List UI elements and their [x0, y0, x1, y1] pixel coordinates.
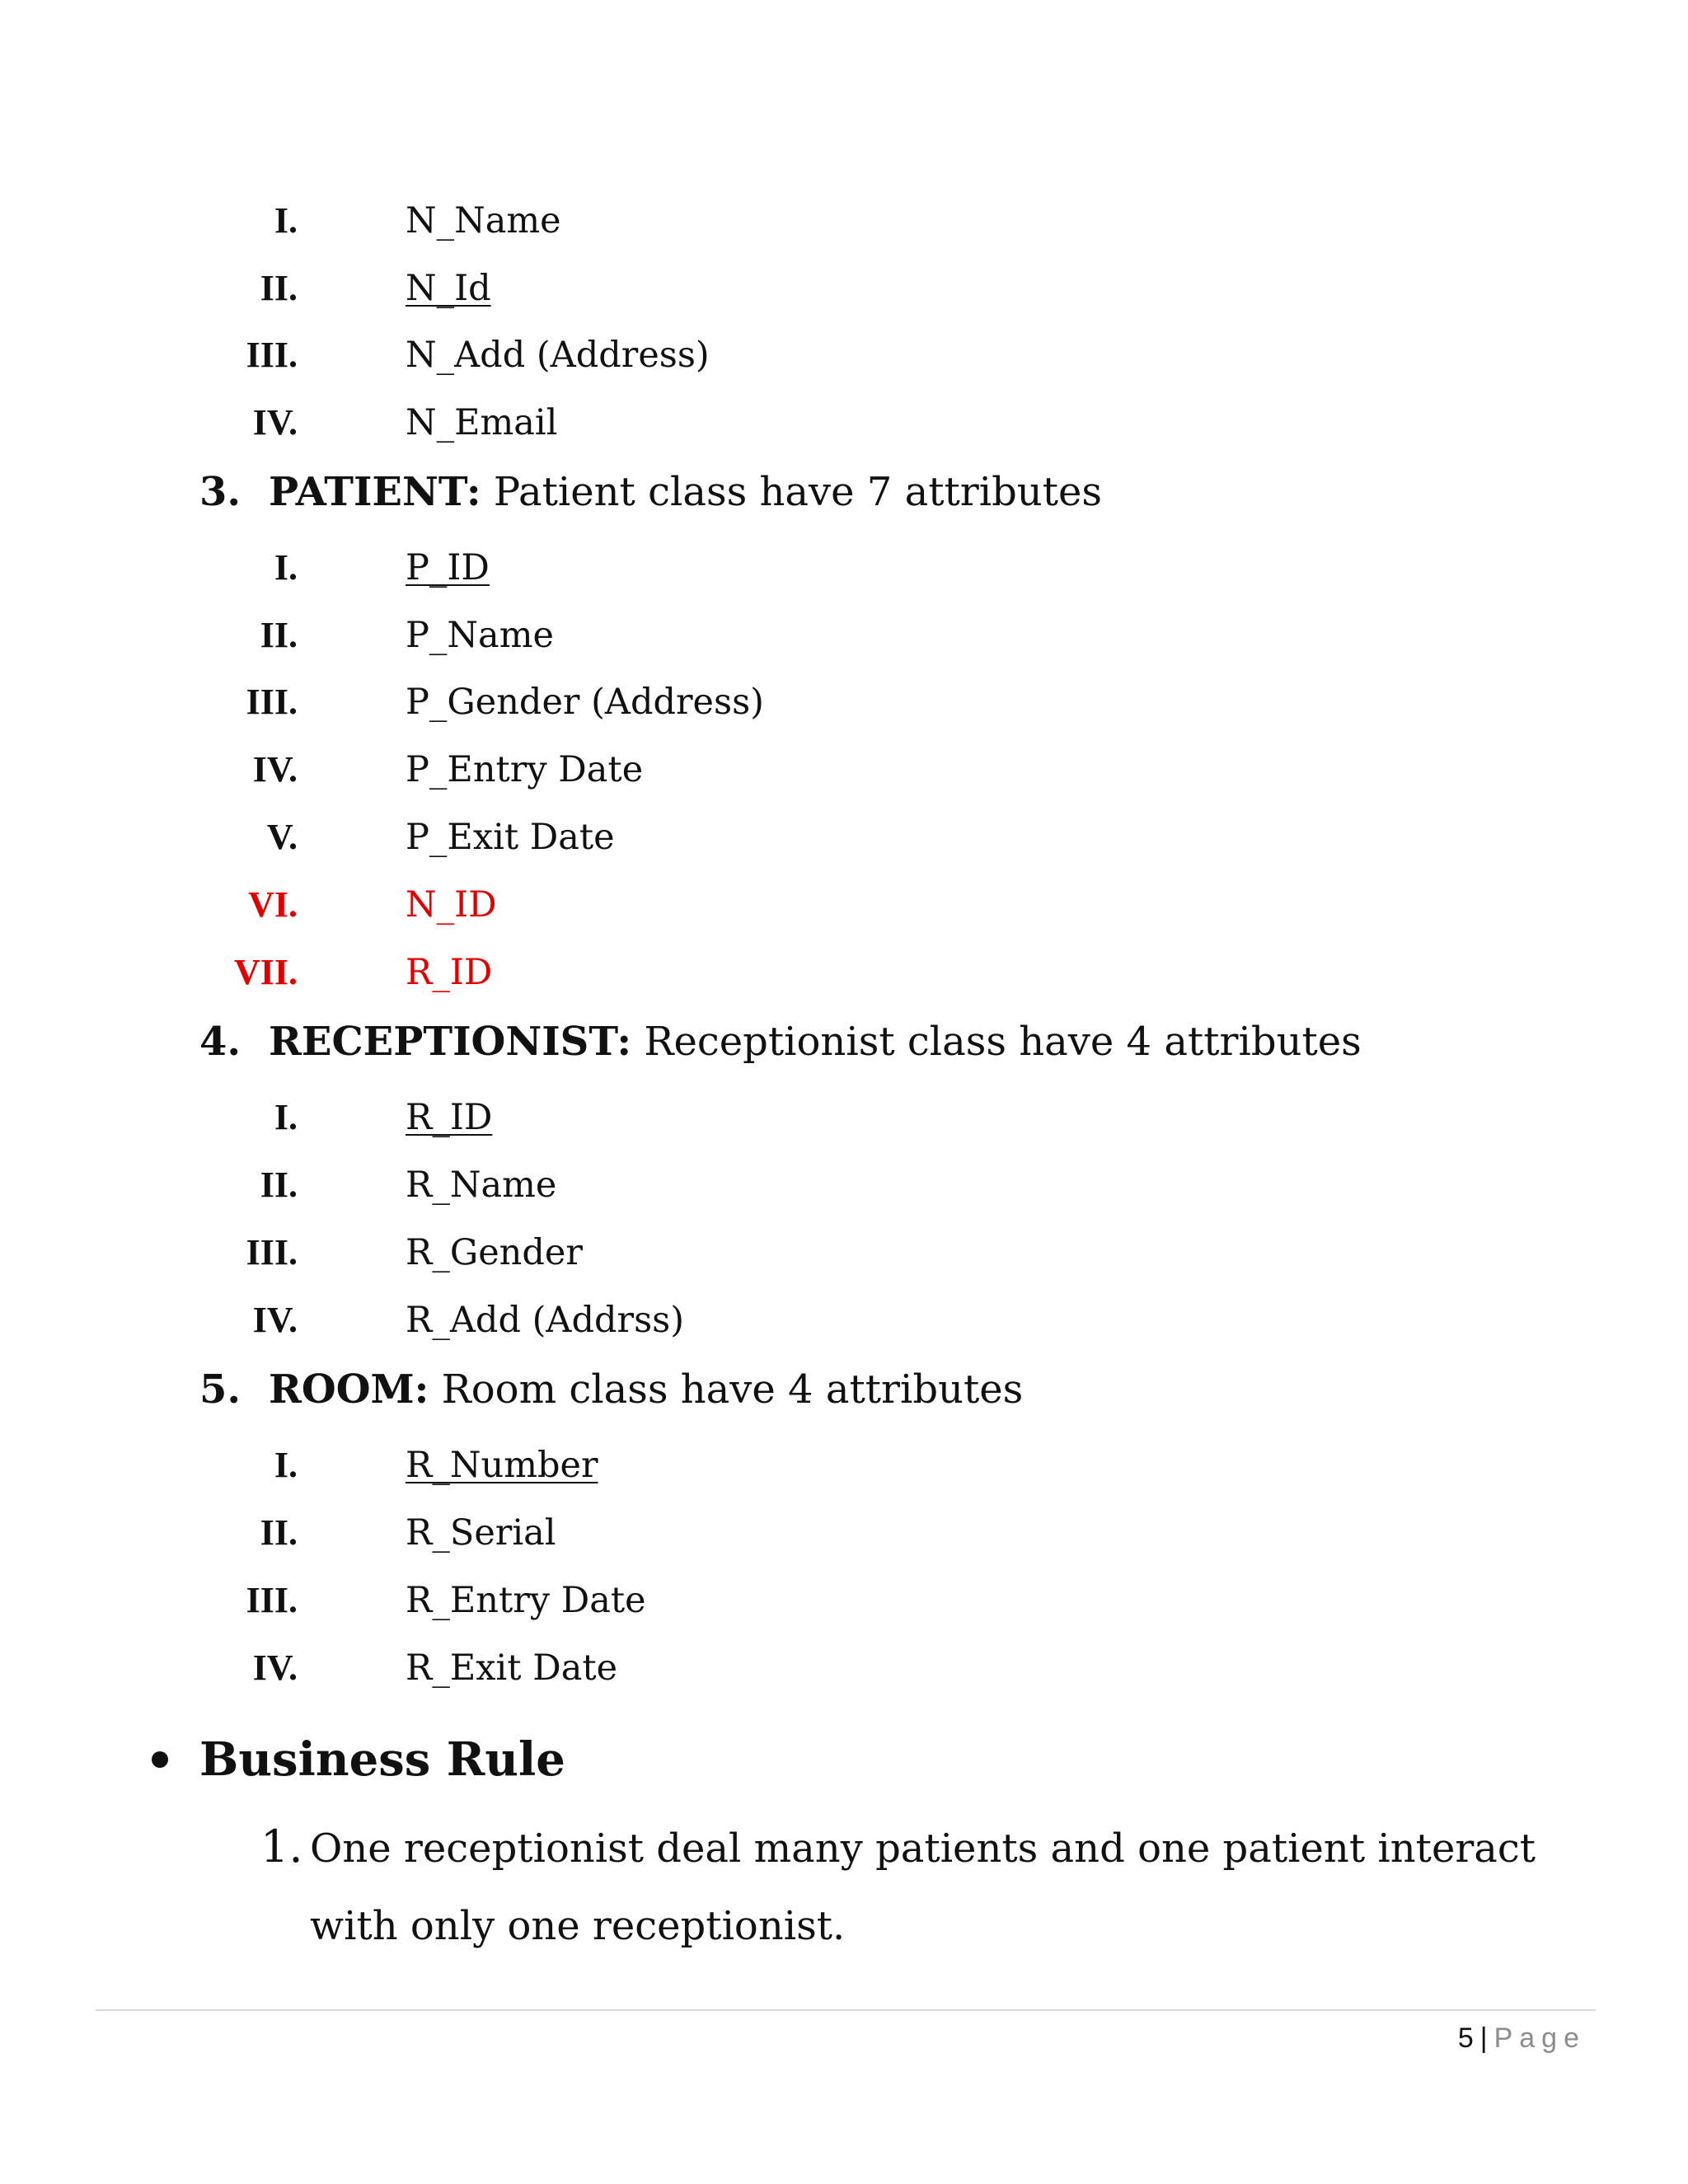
attribute-name: R_Name	[406, 1165, 557, 1206]
section-text	[269, 459, 1102, 525]
receptionist-attribute-row	[0, 1089, 1688, 1146]
room-attribute-row	[0, 1436, 1688, 1494]
list-numeral: VII.	[233, 952, 298, 992]
patient-attribute-row	[0, 741, 1688, 799]
patient-attribute-row	[0, 673, 1688, 731]
receptionist-attribute-row	[0, 1156, 1688, 1214]
attribute-name: N_Add (Address)	[406, 335, 710, 376]
nurse-attribute-row	[0, 260, 1688, 317]
attribute-name: P_Gender (Address)	[406, 682, 764, 723]
class-description: Room class have 4 attributes	[429, 1366, 1024, 1413]
list-numeral: IV.	[252, 402, 298, 443]
receptionist-attribute-row	[0, 1291, 1688, 1349]
list-numeral: I.	[274, 1445, 298, 1485]
list-numeral: I.	[274, 1097, 298, 1137]
section-number: 3.	[199, 469, 241, 515]
list-numeral: IV.	[252, 749, 298, 790]
attribute-name: P_Name	[406, 615, 554, 656]
room-attribute-row	[0, 1504, 1688, 1562]
class-description: Receptionist class have 4 attributes	[631, 1019, 1362, 1065]
business-rule-heading	[0, 1722, 1688, 1797]
section-patient-heading	[0, 459, 1688, 525]
attribute-name: R_Serial	[406, 1512, 556, 1554]
footer-separator: |	[1479, 2022, 1488, 2054]
list-numeral: III.	[246, 335, 298, 375]
section-number: 5.	[199, 1366, 241, 1413]
patient-attribute-row	[0, 876, 1688, 934]
list-numeral: II.	[260, 1512, 298, 1553]
rule-number: 1.	[260, 1821, 303, 1872]
page-label: Page	[1493, 2022, 1586, 2054]
section-receptionist-heading	[0, 1009, 1688, 1075]
footer-divider	[96, 2009, 1596, 2011]
class-name: PATIENT:	[269, 469, 481, 515]
list-numeral: III.	[246, 1580, 298, 1620]
list-numeral: IV.	[252, 1647, 298, 1688]
foreign-key-attribute: N_ID	[406, 884, 497, 926]
attribute-name: P_Entry Date	[406, 749, 644, 790]
list-numeral: I.	[274, 547, 298, 588]
foreign-key-attribute: R_ID	[406, 952, 493, 993]
attribute-name: P_Exit Date	[406, 817, 615, 858]
nurse-attribute-row	[0, 192, 1688, 250]
rule-text: One receptionist deal many patients and one patient interact with only one receptionist.	[310, 1825, 1536, 1949]
bullet-icon	[152, 1751, 168, 1768]
room-attribute-row	[0, 1639, 1688, 1697]
receptionist-attribute-row	[0, 1224, 1688, 1282]
section-text	[269, 1357, 1023, 1422]
primary-key-attribute: P_ID	[406, 547, 490, 588]
list-numeral: III.	[246, 1232, 298, 1272]
patient-attribute-row	[0, 808, 1688, 866]
primary-key-attribute: R_Number	[406, 1445, 598, 1486]
section-room-heading	[0, 1357, 1688, 1422]
patient-attribute-row	[0, 539, 1688, 597]
list-numeral: V.	[266, 817, 298, 857]
section-number: 4.	[199, 1019, 241, 1065]
list-numeral: IV.	[252, 1300, 298, 1340]
list-numeral: II.	[260, 1165, 298, 1205]
attribute-name: R_Entry Date	[406, 1580, 646, 1621]
heading-title: Business Rule	[199, 1732, 565, 1787]
attribute-name: R_Add (Addrss)	[406, 1300, 684, 1341]
attribute-name: N_Name	[406, 200, 561, 241]
attribute-name: R_Gender	[406, 1232, 583, 1273]
primary-key-attribute: R_ID	[406, 1097, 493, 1138]
patient-attribute-row	[0, 944, 1688, 1001]
page-footer	[1458, 2018, 1586, 2059]
page-number: 5	[1457, 2022, 1474, 2054]
list-numeral: II.	[260, 268, 298, 308]
list-numeral: I.	[274, 200, 298, 241]
attribute-name: N_Email	[406, 402, 558, 443]
attribute-name: R_Exit Date	[406, 1647, 618, 1689]
section-text	[269, 1009, 1362, 1075]
class-description: Patient class have 7 attributes	[481, 469, 1103, 515]
list-numeral: II.	[260, 615, 298, 655]
list-numeral: VI.	[248, 884, 298, 925]
class-name: RECEPTIONIST:	[269, 1019, 632, 1065]
list-numeral: III.	[246, 682, 298, 722]
nurse-attribute-row	[0, 326, 1688, 384]
primary-key-attribute: N_Id	[406, 268, 491, 309]
class-name: ROOM:	[269, 1366, 429, 1413]
nurse-attribute-row	[0, 394, 1688, 452]
room-attribute-row	[0, 1572, 1688, 1629]
patient-attribute-row	[0, 607, 1688, 664]
